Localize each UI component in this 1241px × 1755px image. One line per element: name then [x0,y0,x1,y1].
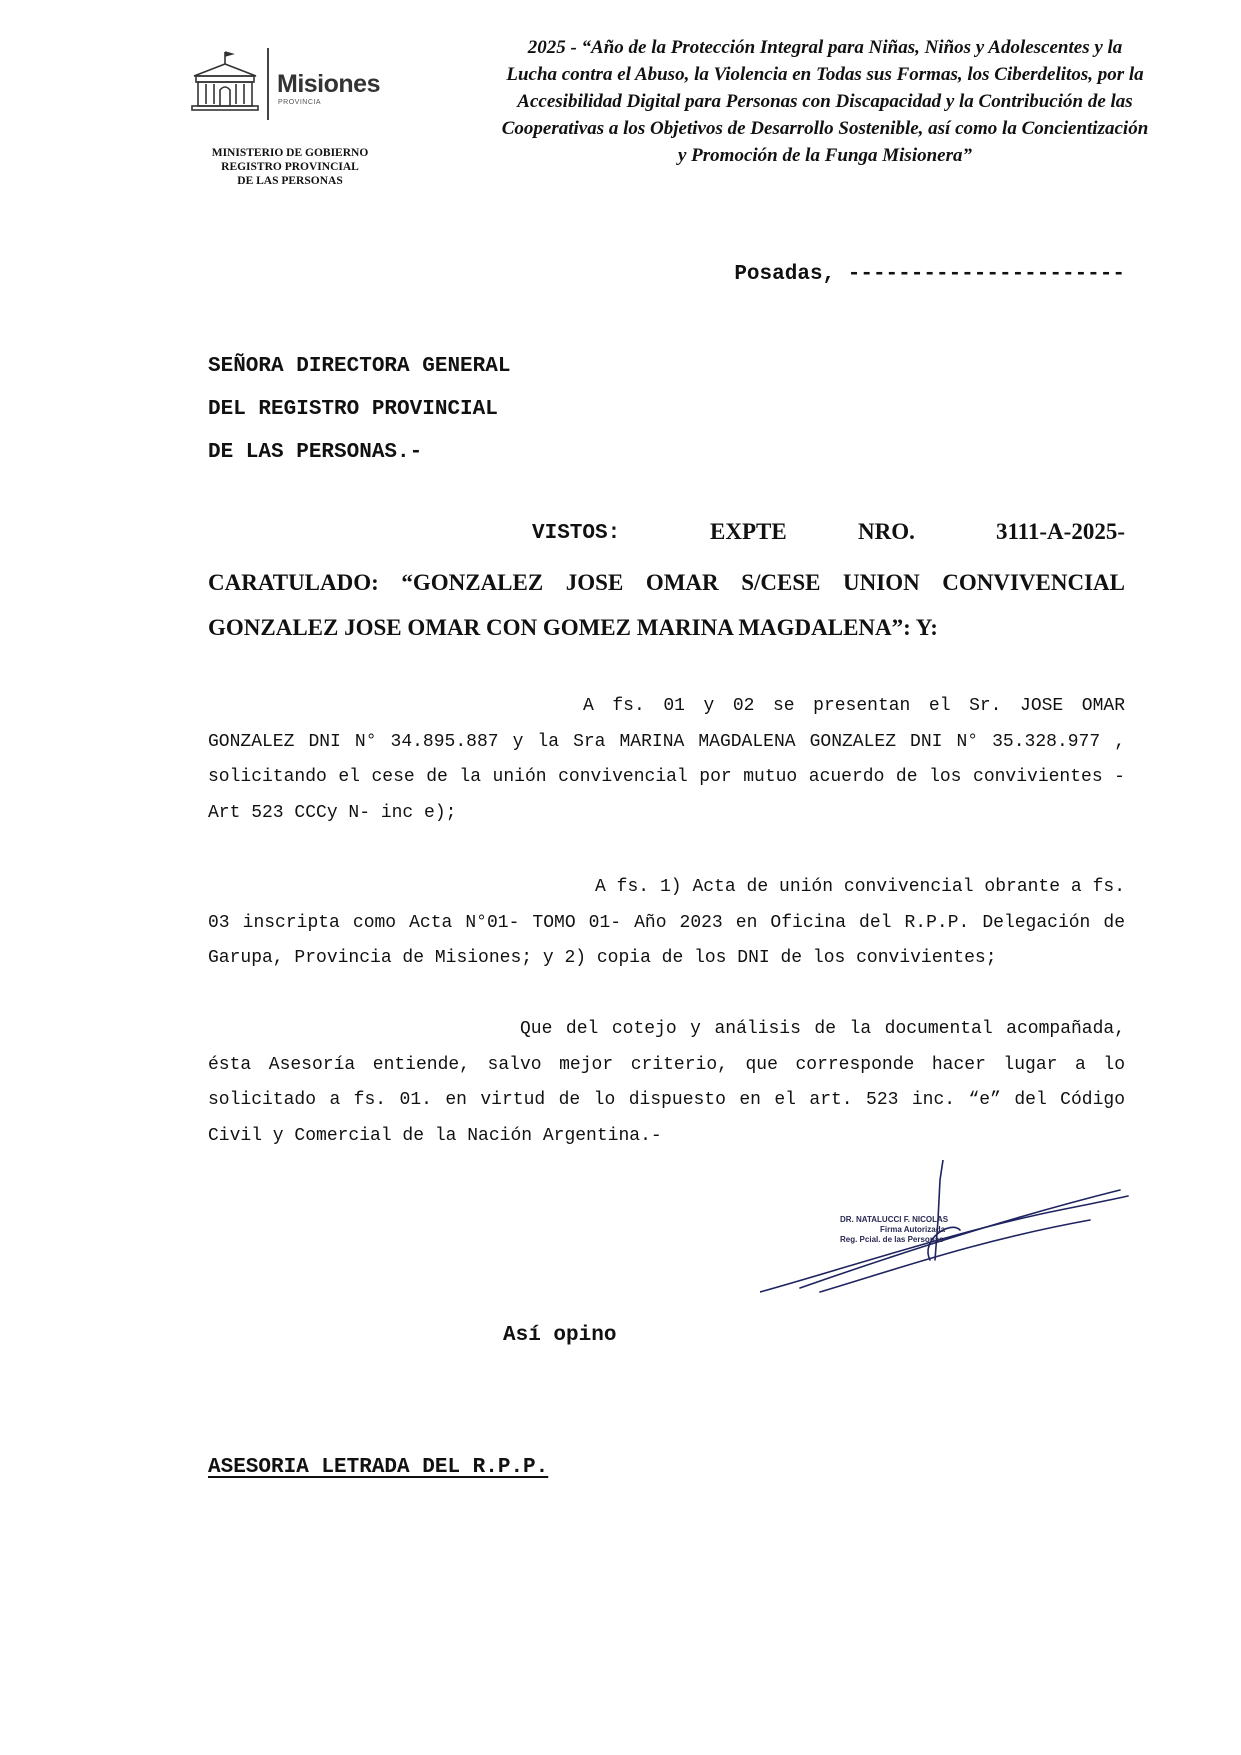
ministry-name [190,146,390,188]
vistos-label: VISTOS: [532,522,621,545]
addressee-line: SEÑORA DIRECTORA GENERAL [208,355,511,378]
paragraph-presentation [208,689,1125,831]
year-motto [460,34,1190,169]
stamp-line: Firma Autorizada [880,1225,946,1234]
expte-label: EXPTE [710,519,787,544]
expte-number: 3111-A-2025- [995,519,1125,544]
motto-line: y Promoción de la Funga Misionera” [678,145,972,166]
motto-line: Lucha contra el Abuso, la Violencia en Todas sus Formas, los Ciberdelitos, por la [506,64,1144,85]
logo-text: Misiones [277,70,380,98]
paragraph-text: Que del cotejo y análisis de la documental acompañada, ésta Asesoría entiende, salvo mejor criterio, que corresponde hacer lugar a lo solicitado a fs. 01. en virtud de lo dispuesto en el art. 523 inc. “e” del Código Civil y Comercial de la Nación Argentina.- [208,1019,1125,1146]
stamp-line: DR. NATALUCCI F. NICOLAS [840,1215,949,1224]
place-date: Posadas, ---------------------- [734,263,1125,286]
vistos-row [208,519,1125,549]
signatory-office: ASESORIA LETRADA DEL R.P.P. [208,1456,549,1479]
stamp-line: Reg. Pcial. de las Personas [840,1235,944,1244]
closing-statement: Así opino [503,1324,617,1347]
paragraph-documents [208,870,1125,977]
motto-line: Accesibilidad Digital para Personas con Discapacidad y la Contribución de las [517,91,1133,112]
paragraph-text: A fs. 01 y 02 se presentan el Sr. JOSE OMAR GONZALEZ DNI N° 34.895.887 y la Sra MARINA MAGDALENA GONZALEZ DNI N° 35.328.977 , solicitando el cese de la unión convivencial por mutuo acuerdo de los convivientes -Art 523 CCCy N- inc e); [208,696,1125,823]
paragraph-text: A fs. 1) Acta de unión convivencial obrante a fs. 03 inscripta como Acta N°01- TOMO 01- Año 2023 en Oficina del R.P.P. Delegación de Garupa, Provincia de Misiones; y 2) copia de los DNI de los convivientes; [208,877,1125,968]
addressee-line: DEL REGISTRO PROVINCIAL [208,398,498,421]
ministry-line: MINISTERIO DE GOBIERNO [211,147,369,159]
addressee [208,345,510,474]
paragraph-opinion [208,1012,1125,1154]
nro-label: NRO. [858,519,915,544]
ministry-line: REGISTRO PROVINCIAL [221,161,359,173]
case-title: CARATULADO: “GONZALEZ JOSE OMAR S/CESE UNION CONVIVENCIAL GONZALEZ JOSE OMAR CON GOMEZ MARINA MAGDALENA”: Y: [208,570,1125,640]
motto-line: 2025 - “Año de la Protección Integral para Niñas, Niños y Adolescentes y la [527,37,1123,58]
signature-stamp [760,1160,1130,1310]
logo-divider [267,48,269,120]
government-building-icon [190,48,270,118]
logo-subtext: PROVINCIA [278,99,322,106]
handwritten-signature [760,1160,1130,1310]
addressee-line: DE LAS PERSONAS.- [208,441,423,464]
motto-line: Cooperativas a los Objetivos de Desarrollo Sostenible, así como la Concientización [501,118,1149,139]
ministry-line: DE LAS PERSONAS [237,175,343,187]
